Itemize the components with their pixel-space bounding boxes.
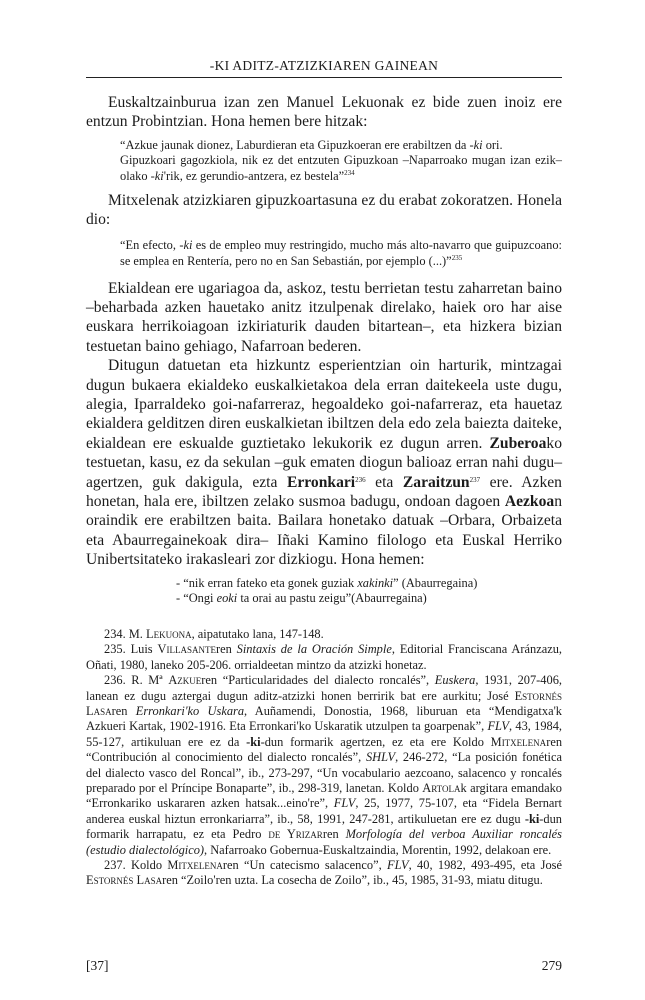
footnote-237: 237. Koldo Mitxelenaren “Un catecismo salacenco”, FLV, 40, 1982, 493-495, eta José Estornés Lasaren “Zoilo'ren uzta. La cosecha de Zoilo”, ib., 45, 1985, 31-93, miatu ditugu. <box>86 857 562 888</box>
quote-line: “En efecto, -ki es de empleo muy restringido, mucho más alto-navarro que guipuzcoano: se emplea en Rentería, pero no en San Sebastián, por ejemplo (...)”$^{235}$ <box>120 238 562 268</box>
paragraph: Ekialdean ere ugariagoa da, askoz, testu berrietan testu zaharretan baino –beharbada azken hauetako anitz itzulpenak direlako, haiek oro har aise euskara herrikoiagoan izkiriaturik dauden bitartean–, eta hizkera bizian testuetan baino gehiago, Nafarroan bederen. <box>86 279 562 355</box>
block-quote <box>120 138 562 185</box>
footnote-235: 235. Luis Villasanteren Sintaxis de la Oración Simple, Editorial Franciscana Aránzazu, Oñati, 1980, laneko 205-206. orrialdeetan mintzo da atzizki honetaz. <box>86 642 562 672</box>
running-title: -KI ADITZ-ATZIZKIAREN GAINEAN <box>209 58 439 73</box>
quote-line: Gipuzkoari gagozkiola, nik ez det entzuten Gipuzkoan –Naparroako mugan izan ezik– olako -ki'rik, ez gerundio-antzera, ez bestela”$^{234}$ <box>120 153 562 183</box>
place-name: Aezkoa <box>504 493 555 511</box>
footnote-ref[interactable]: 234 <box>344 169 355 177</box>
footnote-ref[interactable]: 235 <box>451 254 463 262</box>
footnote-236: 236. R. Mª Azkueren “Particularidades del dialecto roncalés”, Euskera, 1931, 207-406, lanean ez dugu aztergai dugun aditz-atzizki honen berririk bat ere aurkitu; José Estornés Lasaren Erronkari'ko Uskara, Auñamendi, Donostia, 1968, liburuan eta “Mendigatxa'k Azkueri Kartak, 1902-1916. Eta Erronkari'ko Uskaratik utzulpen ta goarpenak”, FLV, 43, 1984, 55-127, artikuluan ere ez da -ki-dun formarik agertzen, ez eta ere Koldo Mitxelenaren “Contribución al conocimiento del dialecto roncalés”, SHLV, 246-272, “La posición fonética del dialecto vasco del Roncal”, ib., 273-297, “Un vocabulario aezcoano, salacenco y roncalés preparado por el Príncipe Bonaparte”, ib., 298-319, lanetan. Koldo Artolak argitara emandako “Erronkariko uskararen azken hatsak...eino're”, FLV, 25, 1977, 75-107, eta “Fidela Bernart anderea euskal hiztun erronkariarra”, ib., 58, 1991, 247-281, artikuluetan ere ez dugu -ki-dun formarik harrapatu, ez eta Pedro de Yrizarren Morfología del verboa Auxiliar roncalés (estudio dialectológico), Nafarroako Gobernua-Euskaltzaindia, Morentin, 1992, delakoan ere. <box>86 673 563 857</box>
footnote-ref[interactable]: 237 <box>469 475 481 484</box>
footnotes <box>86 627 562 889</box>
place-name: Erronkari <box>286 473 356 491</box>
example-item: - “Ongi eoki ta orai au pastu zeigu”(Abaurregaina) <box>176 591 427 606</box>
paragraph: Euskaltzainburua izan zen Manuel Lekuonak ez bide zuen inoiz ere entzun Probintzian. Hona hemen bere hitzak: <box>86 94 562 131</box>
example-list <box>86 576 562 607</box>
page-number: 279 <box>541 958 562 973</box>
header-rule <box>86 77 562 78</box>
section-marker: [37] <box>86 958 109 973</box>
paragraph: Mitxelenak atzizkiaren gipuzkoartasuna ez du erabat zokoratzen. Honela dio: <box>86 191 562 228</box>
example-item: - “nik erran fateko eta gonek guziak xakinki” (Abaurregaina) <box>176 575 478 590</box>
footnote-234: 234. M. Lekuona, aipatutako lana, 147-148. <box>104 626 324 641</box>
place-name: Zuberoa <box>489 434 547 452</box>
quote-line: “Azkue jaunak dionez, Laburdieran eta Gipuzkoeran ere erabiltzen da -ki ori. <box>120 137 503 152</box>
block-quote <box>120 238 562 269</box>
footnote-ref[interactable]: 236 <box>355 475 366 484</box>
paragraph: Ditugun datuetan eta hizkuntz esperientzian oin harturik, mintzagai dugun bukaera ekialdeko euskalkietakoa dela erran daitekeela uste dugu, alegia, Iparraldeko goi-nafarreraz, hegoaldeko goi-nafarreraz, eta hauetaz ekialdera gelditzen diren euskalkietan ibiltzen dela edo zela baiezta daiteke, ekialdean ere eskualde guztietako lekukorik ez dugun arren. Zuberoako testuetan, kasu, ez da sekulan –guk ematen diogun balioaz erran nahi dugu– agertzen, guk dakigula, ezta Erronkari$^{236}$ eta Zaraitzun$^{237}$ ere. Azken honetan, hala ere, ibiltzen zelako susmoa badugu, ondoan dagoen Aezkoan oraindik ere erabiltzen baita. Bailara honetako datuak –Orbara, Orbaizeta eta Abaurregainekoak dira– Iñaki Kamino filologo eta Euskal Herriko Unibertsitateko irakasleari zor dizkiogu. Hona hemen: <box>86 357 562 569</box>
body-text <box>86 93 562 889</box>
place-name: Zaraitzun <box>402 473 470 491</box>
